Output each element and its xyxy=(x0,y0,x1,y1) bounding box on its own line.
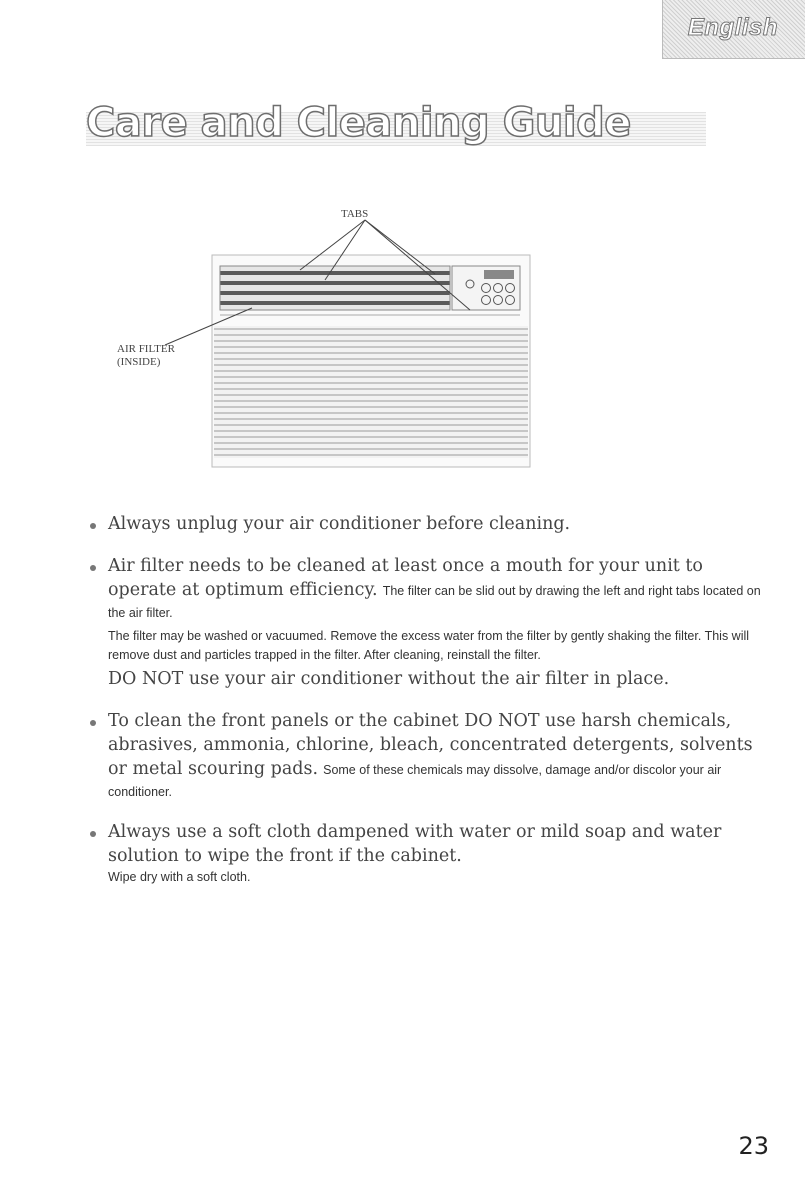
air-filter-label-line2: (INSIDE) xyxy=(117,356,161,368)
instruction-detail-paragraph: Wipe dry with a soft cloth. xyxy=(108,870,251,884)
list-item xyxy=(86,554,766,691)
list-item xyxy=(86,709,766,802)
instruction-detail-paragraph: The filter may be washed or vacuumed. Remove the excess water from the filter by gently shaking the filter. This will remove dust and particles trapped in the filter. After cleaning, reinstall the filter. xyxy=(108,629,750,662)
instruction-warning: DO NOT use your air conditioner without the air filter in place. xyxy=(108,669,670,689)
list-item xyxy=(86,512,766,536)
air-filter-label xyxy=(117,343,187,369)
care-instructions-list xyxy=(86,512,766,905)
bullet-icon xyxy=(90,831,96,837)
bullet-icon xyxy=(90,523,96,529)
page-number: 23 xyxy=(738,1132,769,1160)
instruction-text: Always use a soft cloth dampened with water or mild soap and water solution to wipe the front if the cabinet. xyxy=(108,822,722,866)
bullet-icon xyxy=(90,565,96,571)
page-title: Care and Cleaning Guide xyxy=(86,100,631,146)
bullet-icon xyxy=(90,720,96,726)
instruction-text: To clean the front panels or the cabinet DO NOT use harsh chemicals, abrasives, ammonia, chlorine, bleach, concentrated detergents, solvents or metal scouring pads. xyxy=(108,711,753,779)
air-filter-label-line1: AIR FILTER xyxy=(117,343,175,355)
air-conditioner-illustration xyxy=(0,200,805,475)
list-item xyxy=(86,820,766,887)
tabs-label: TABS xyxy=(341,208,369,220)
instruction-detail: Some of these chemicals may dissolve, damage and/or discolor your air conditioner. xyxy=(108,763,722,799)
language-tab xyxy=(662,0,805,59)
language-label: English xyxy=(687,14,778,41)
instruction-detail: The filter can be slid out by drawing the left and right tabs located on the air filter. xyxy=(108,584,761,620)
air-conditioner-figure xyxy=(0,200,805,475)
instruction-text: Always unplug your air conditioner before cleaning. xyxy=(108,514,571,534)
instruction-text: Air filter needs to be cleaned at least once a mouth for your unit to operate at optimum efficiency. xyxy=(108,556,703,600)
